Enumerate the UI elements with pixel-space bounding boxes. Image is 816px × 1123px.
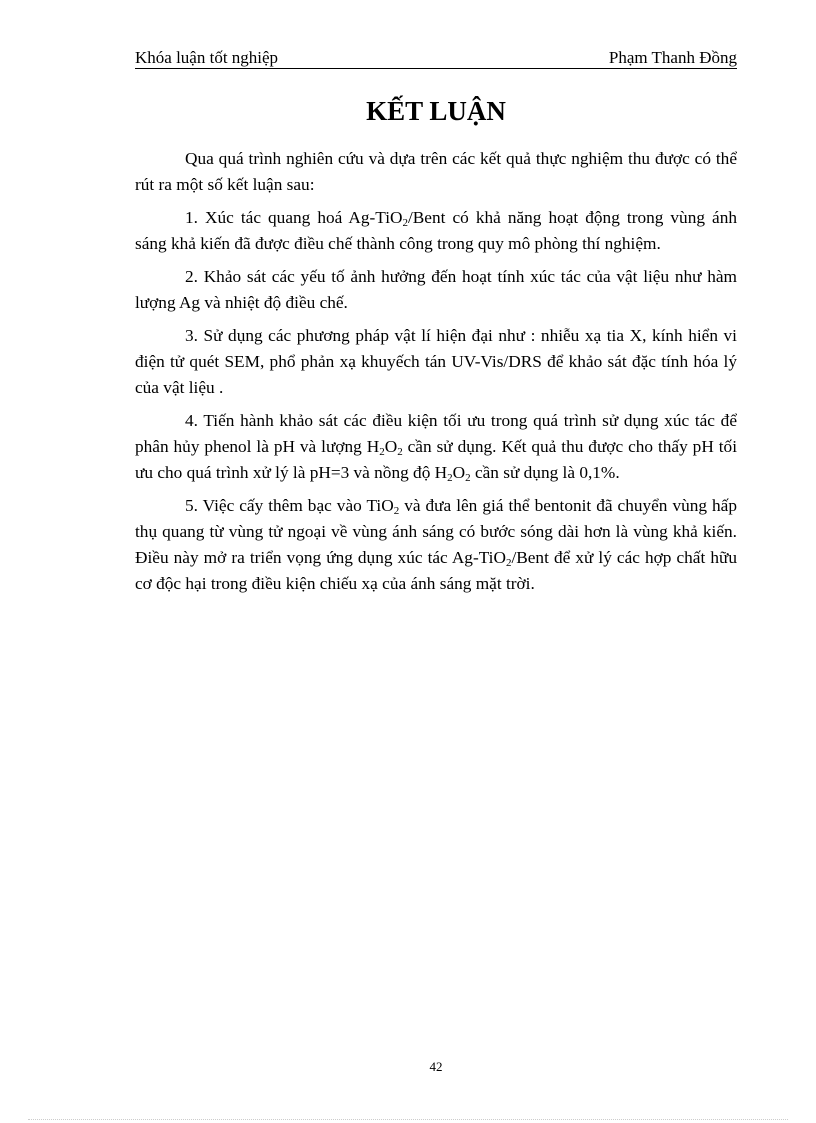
subscript: 2 (505, 557, 512, 569)
subscript: 2 (393, 505, 400, 517)
subscript: 2 (447, 472, 453, 484)
paragraph-5 (135, 493, 737, 597)
page-title: KẾT LUẬN (366, 96, 506, 126)
page-number: 42 (429, 1059, 443, 1074)
document-body (135, 146, 737, 604)
text: cần sử dụng là 0,1%. (470, 463, 620, 482)
text: 1. Xúc tác quang hoá Ag-TiO (185, 208, 403, 227)
paragraph-3: 3. Sử dụng các phương pháp vật lí hiện đại như : nhiễu xạ tia X, kính hiển vi điện tử quét SEM, phổ phản xạ khuyếch tán UV-Vis/DRS để khảo sát đặc tính hóa lý của vật liệu . (135, 326, 737, 397)
text: /Bent có khả năng hoạt động trong vùng ánh sáng khả kiến đã được điều chế thành công trong quy mô phòng thí nghiệm. (135, 208, 737, 253)
text: O (452, 463, 466, 482)
text: 4. Tiến hành khảo sát các điều kiện tối ưu trong quá trình sử dụng xúc tác để phân hủy phenol là pH và lượng H (135, 411, 737, 456)
text: cần sử dụng. Kết quả thu được cho thấy pH tối ưu cho quá trình xử lý là pH=3 và nồng độ H (135, 437, 737, 482)
subscript: 2 (402, 217, 408, 229)
text: /Bent để xử lý các hợp chất hữu cơ độc hại trong điều kiện chiếu xạ của ánh sáng mặt trời. (135, 548, 737, 593)
paragraph-intro: Qua quá trình nghiên cứu và dựa trên các kết quả thực nghiệm thu được có thể rút ra một số kết luận sau: (135, 149, 737, 194)
subscript: 2 (379, 446, 385, 458)
text: và đưa lên giá thể bentonit đã chuyển vùng hấp thụ quang từ vùng tử ngoại về vùng ánh sáng có bước sóng dài hơn là vùng khả kiến. Điều này mở ra triển vọng ứng dụng xúc tác Ag-TiO (135, 496, 737, 567)
page-header (135, 48, 737, 69)
paragraph-2: 2. Khảo sát các yếu tố ảnh hưởng đến hoạt tính xúc tác của vật liệu như hàm lượng Ag và nhiệt độ điều chế. (135, 267, 737, 312)
subscript: 2 (397, 446, 403, 458)
page-bottom-divider (28, 1119, 788, 1120)
header-left: Khóa luận tốt nghiệp (135, 48, 279, 67)
paragraph-1 (135, 205, 737, 257)
header-right: Phạm Thanh Đồng (608, 48, 737, 67)
text: O (384, 437, 398, 456)
paragraph-4 (135, 408, 737, 486)
subscript: 2 (465, 472, 471, 484)
text: 5. Việc cấy thêm bạc vào TiO (185, 496, 394, 515)
